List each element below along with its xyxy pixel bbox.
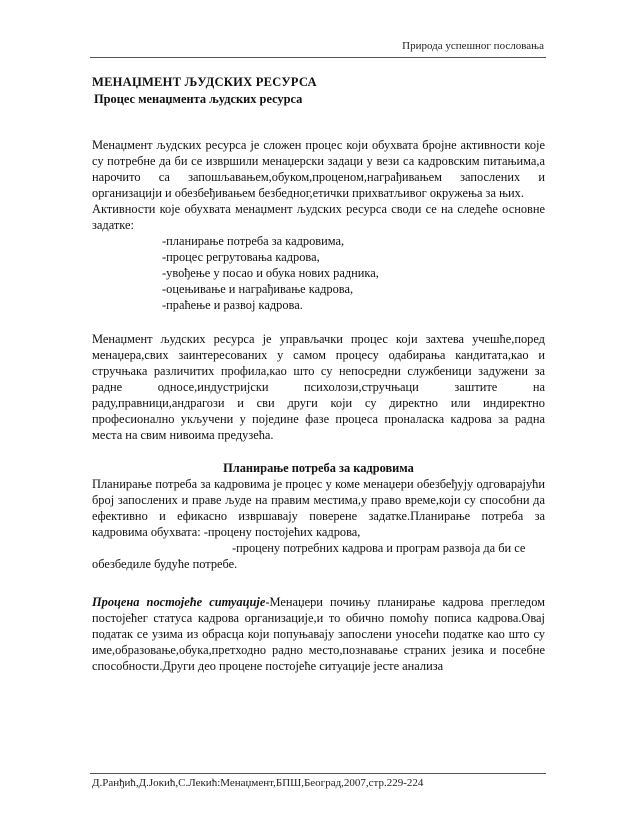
document-body — [92, 74, 545, 674]
paragraph-planning-end: обезбедиле будуће потребе. — [92, 557, 238, 571]
running-header: Природа успешног пословања — [402, 40, 544, 52]
paragraph-management-process: Менаџмент људских ресурса је управљачки процес који захтева учешће,поред менаџера,свих заинтересованих у самом процесу одабирања кандитата,као и стручњака различитих профила,као што су непосредни службеници задужени за радне односе,индустријски психолози,стручњаци заштите на раду,правници,андрагози и сви други који су директно или индиректно професионално укључени у поједине фазе процеса проналаска кадрова за радна места на свим нивоима предузећа. — [92, 332, 545, 442]
task-item: -оцењивање и награђивање кадрова, — [162, 282, 354, 296]
header-divider — [90, 57, 546, 58]
paragraph-assessment — [92, 594, 545, 674]
paragraph-planning-indent: -процену потребних кадрова и програм развоја да би се — [232, 541, 526, 555]
paragraph-assessment-lead: Процена постојеће ситуације — [92, 595, 266, 609]
document-subtitle: Процес менаџмента људских ресурса — [94, 92, 303, 106]
paragraph-planning: Планирање потреба за кадровима је процес у коме менаџери обезбеђују одговарајући број запослених и праве људе на правим местима,у право време,који су способни да ефективно и ефикасно извршавају поверене задатке.Планирање потреба за кадровима обухвата: -процену постојећих кадрова, — [92, 477, 545, 539]
task-item: -праћење и развој кадрова. — [162, 298, 303, 312]
task-list — [162, 233, 545, 313]
paragraph-intro: Менаџмент људских ресурса је сложен процес који обухвата бројне активности које су потребне да би се извршили менаџерски задаци у вези са кадровским питањима,а нарочито са запошљавањем,обуком,процeном,награђивањем запослених и организацији и обезбеђивањем безбедног,етички прихватљивог окружења за њих. — [92, 138, 545, 200]
task-item: -процес регрутовања кадрова, — [162, 250, 320, 264]
section-heading: Планирање потреба за кадровима — [223, 461, 414, 475]
paragraph-tasks-intro: Активности које обухвата менаџмент људских ресурса своди се на следеће основне задатке: — [92, 202, 545, 232]
paragraph-assessment-body: -Менаџери почињу планирање кадрова прегледом постојећег статуса кадрова организације,и то обично помоћу пописа кадрова.Овај податак се узима из обрасца који попуњавају запослени уносећи податке као што су име,образовање,обука,претходно радно место,познавање страних језика и посебне способности.Други део процене постојеће ситуације јесте анализа — [92, 595, 546, 673]
task-item: -планирање потреба за кадровима, — [162, 234, 345, 248]
footer-divider — [90, 773, 546, 774]
document-title: МЕНАЏМЕНТ ЉУДСКИХ РЕСУРСА — [92, 75, 317, 89]
task-item: -увођење у посао и обука нових радника, — [162, 266, 379, 280]
footer-citation: Д.Ранђић,Д.Јокић,С.Лекић:Менаџмент,БПШ,Београд,2007,стр.229-224 — [92, 777, 424, 789]
